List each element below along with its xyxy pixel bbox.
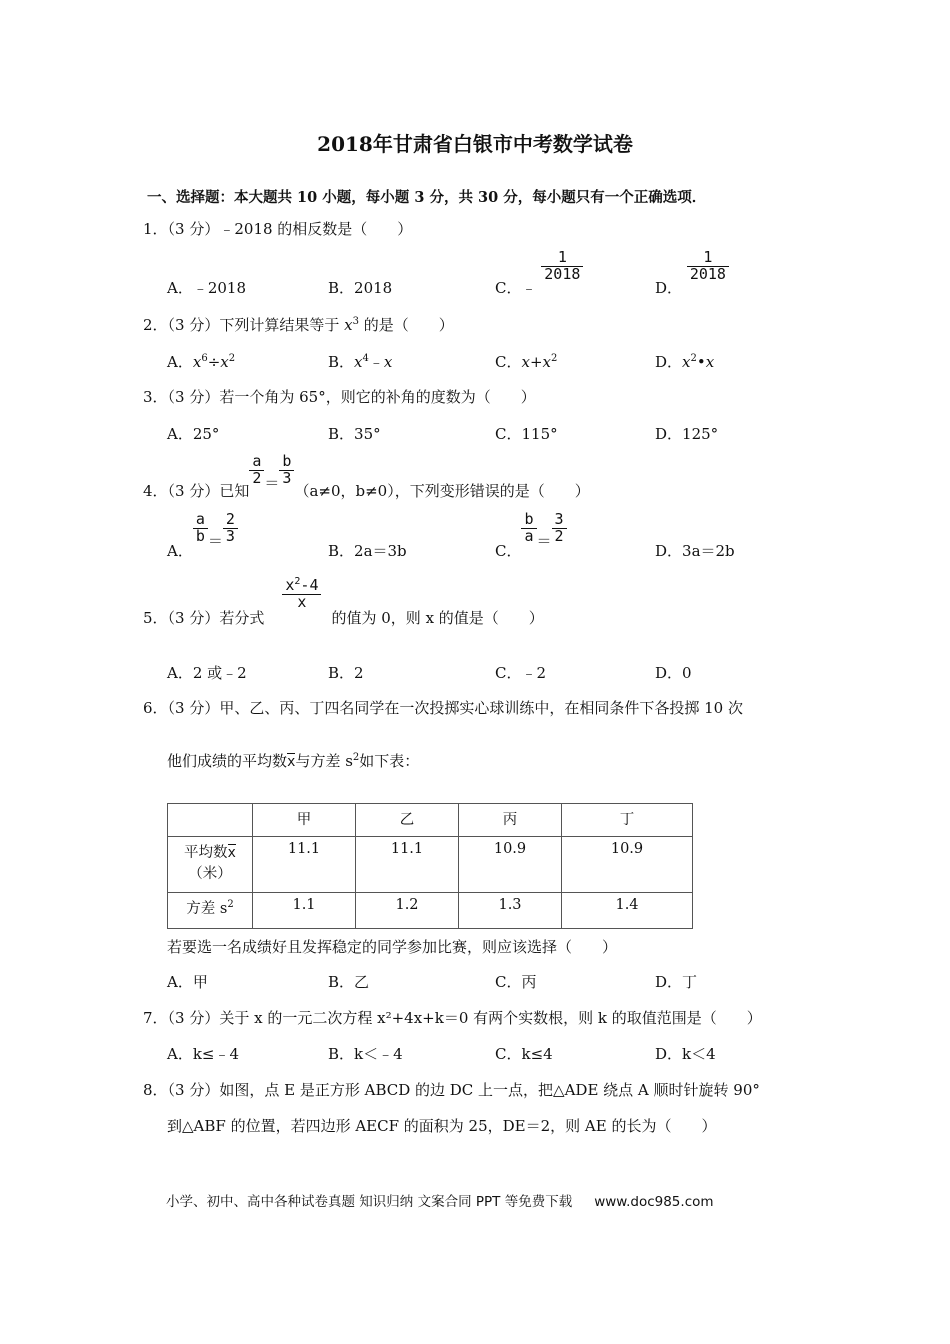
- table-header-cell: 丙: [459, 804, 562, 837]
- q7-option-a: A．k≤﹣4: [167, 1045, 240, 1063]
- table-header-cell: 乙: [356, 804, 459, 837]
- q7-option-c: C．k≤4: [495, 1045, 553, 1063]
- q1-d-fraction: [687, 250, 729, 283]
- q4-stem-post: （a≠0，b≠0），下列变形错误的是（ ）: [294, 482, 590, 500]
- q6-stem2-pre: 他们成绩的平均数: [167, 752, 288, 770]
- q3-option-b: B．35°: [328, 425, 381, 443]
- q4-option-a: A． $\frac{a}{b}$ ＝ $\frac{2}{3}$: [167, 512, 238, 561]
- table-cell: 1.2: [356, 893, 459, 929]
- table-header-cell: [168, 804, 253, 837]
- page-title: 2018年甘肃省白银市中考数学试卷: [317, 132, 633, 156]
- variance-label: 方差 s: [186, 901, 228, 917]
- question-1: 1．（3 分）﹣2018 的相反数是（ ）: [143, 220, 413, 238]
- q6-stem2-post: 与方差 s: [295, 752, 353, 770]
- q5-stem-post: 的值为 0，则 x 的值是（ ）: [331, 609, 544, 627]
- q4-option-c: C． $\frac{b}{a}$ ＝ $\frac{3}{2}$: [495, 512, 567, 561]
- table-header-cell: 甲: [253, 804, 356, 837]
- q7-option-b: B．k＜﹣4: [328, 1045, 403, 1063]
- q3-option-c: C．115°: [495, 425, 558, 443]
- q1-option-a: A．﹣2018: [167, 279, 247, 297]
- q1-c-denominator: 2018: [544, 264, 581, 283]
- q5-option-c: C．﹣2: [495, 664, 547, 682]
- footer-text: 小学、初中、高中各种试卷真题 知识归纳 文案合同 PPT 等免费下载: [166, 1194, 573, 1210]
- question-8-line-1: 8．（3 分）如图，点 E 是正方形 ABCD 的边 DC 上一点，把△ADE 绕点 A 顺时针旋转 90°: [143, 1081, 760, 1099]
- q2-option-d: D．$x^2•x$: [655, 353, 715, 371]
- table-row: [168, 893, 693, 929]
- q2-option-c: C．$x+x^2$: [495, 353, 558, 371]
- question-2: 2．（3 分）下列计算结果等于 $x^3$ 的是（ ）: [143, 316, 454, 334]
- q1-option-c: [495, 250, 583, 298]
- q1-d-prefix: D．: [655, 279, 683, 297]
- table-cell: 11.1: [356, 837, 459, 893]
- q1-d-denominator: 2018: [689, 264, 726, 283]
- q2-option-a: A．$x^6\div x^2$: [167, 353, 236, 371]
- q1-c-prefix: C．﹣: [495, 279, 537, 297]
- table-row-label: 方差 $s^2$: [168, 893, 253, 929]
- q6-stem2-end: 如下表：: [359, 752, 420, 770]
- q5-stem-pre: 5．（3 分）若分式: [143, 609, 265, 627]
- q5-option-b: B．2: [328, 664, 364, 682]
- section-heading: 一、选择题：本大题共 10 小题，每小题 3 分，共 30 分，每小题只有一个正确选项．: [147, 189, 707, 206]
- q4-given-b3: $\frac{b}{3}$: [279, 454, 294, 487]
- q6-option-d: D．丁: [655, 973, 698, 991]
- mean-symbol: x: [287, 754, 296, 770]
- q1-c-fraction: [541, 250, 583, 283]
- table-cell: 11.1: [253, 837, 356, 893]
- q7-option-d: D．k＜4: [655, 1045, 716, 1063]
- table-cell: 10.9: [459, 837, 562, 893]
- q1-c-numerator: 1: [541, 250, 583, 267]
- table-cell: 1.3: [459, 893, 562, 929]
- q1-option-d: [655, 250, 729, 298]
- footer: [166, 1190, 714, 1210]
- q5-option-d: D．0: [655, 664, 692, 682]
- question-3: 3．（3 分）若一个角为 65°，则它的补角的度数为（ ）: [143, 388, 536, 406]
- table-cell: 10.9: [562, 837, 693, 893]
- q1-d-numerator: 1: [687, 250, 729, 267]
- table-row-label: [168, 837, 253, 893]
- score-table: [167, 803, 693, 929]
- q4-given-a2: $\frac{a}{2}$: [249, 454, 264, 487]
- table-header-row: [168, 804, 693, 837]
- q1-option-b: B．2018: [328, 279, 393, 297]
- mean-symbol: x: [227, 845, 236, 861]
- question-5: [143, 578, 544, 628]
- unit-label: （米）: [188, 866, 232, 882]
- q4-stem-pre: 4．（3 分）已知: [143, 482, 250, 500]
- q2-stem-post: 的是（ ）: [358, 316, 454, 334]
- q6-after-table: 若要选一名成绩好且发挥稳定的同学参加比赛，则应该选择（ ）: [167, 938, 618, 956]
- q5-fraction: $\frac{x^2-4}{x}$: [282, 578, 321, 611]
- question-7: 7．（3 分）关于 x 的一元二次方程 x²+4x+k＝0 有两个实数根，则 k 的取值范围是（ ）: [143, 1009, 762, 1027]
- table-row: [168, 837, 693, 893]
- q6-option-b: B．乙: [328, 973, 370, 991]
- footer-site-link[interactable]: www.doc985.com: [594, 1194, 714, 1210]
- question-4: 4．（3 分）已知 $\frac{a}{2}$ ＝ $\frac{b}{3}$ （a≠0，b≠0），下列变形错误的是（ ）: [143, 452, 590, 500]
- q3-option-a: A．25°: [167, 425, 220, 443]
- table-cell: 1.1: [253, 893, 356, 929]
- question-8-line-2: 到△ABF 的位置，若四边形 AECF 的面积为 25，DE＝2，则 AE 的长为（ ）: [167, 1117, 717, 1135]
- q4-option-b: B．2a＝3b: [328, 542, 407, 560]
- q2-stem-pre: 2．（3 分）下列计算结果等于: [143, 316, 345, 334]
- q5-option-a: A．2 或﹣2: [167, 664, 247, 682]
- q2-option-b: B．$x^4﹣x$: [328, 353, 393, 371]
- q3-option-d: D．125°: [655, 425, 719, 443]
- q6-option-a: A．甲: [167, 973, 208, 991]
- q6-option-c: C．丙: [495, 973, 537, 991]
- mean-label: 平均数: [184, 845, 228, 861]
- table-header-cell: 丁: [562, 804, 693, 837]
- question-6-line-1: 6．（3 分）甲、乙、丙、丁四名同学在一次投掷实心球训练中，在相同条件下各投掷 10 次: [143, 699, 743, 717]
- question-6-line-2: 他们成绩的平均数x与方差 $s^2$如下表：: [167, 752, 420, 770]
- table-cell: 1.4: [562, 893, 693, 929]
- q4-option-d: D．3a＝2b: [655, 542, 735, 560]
